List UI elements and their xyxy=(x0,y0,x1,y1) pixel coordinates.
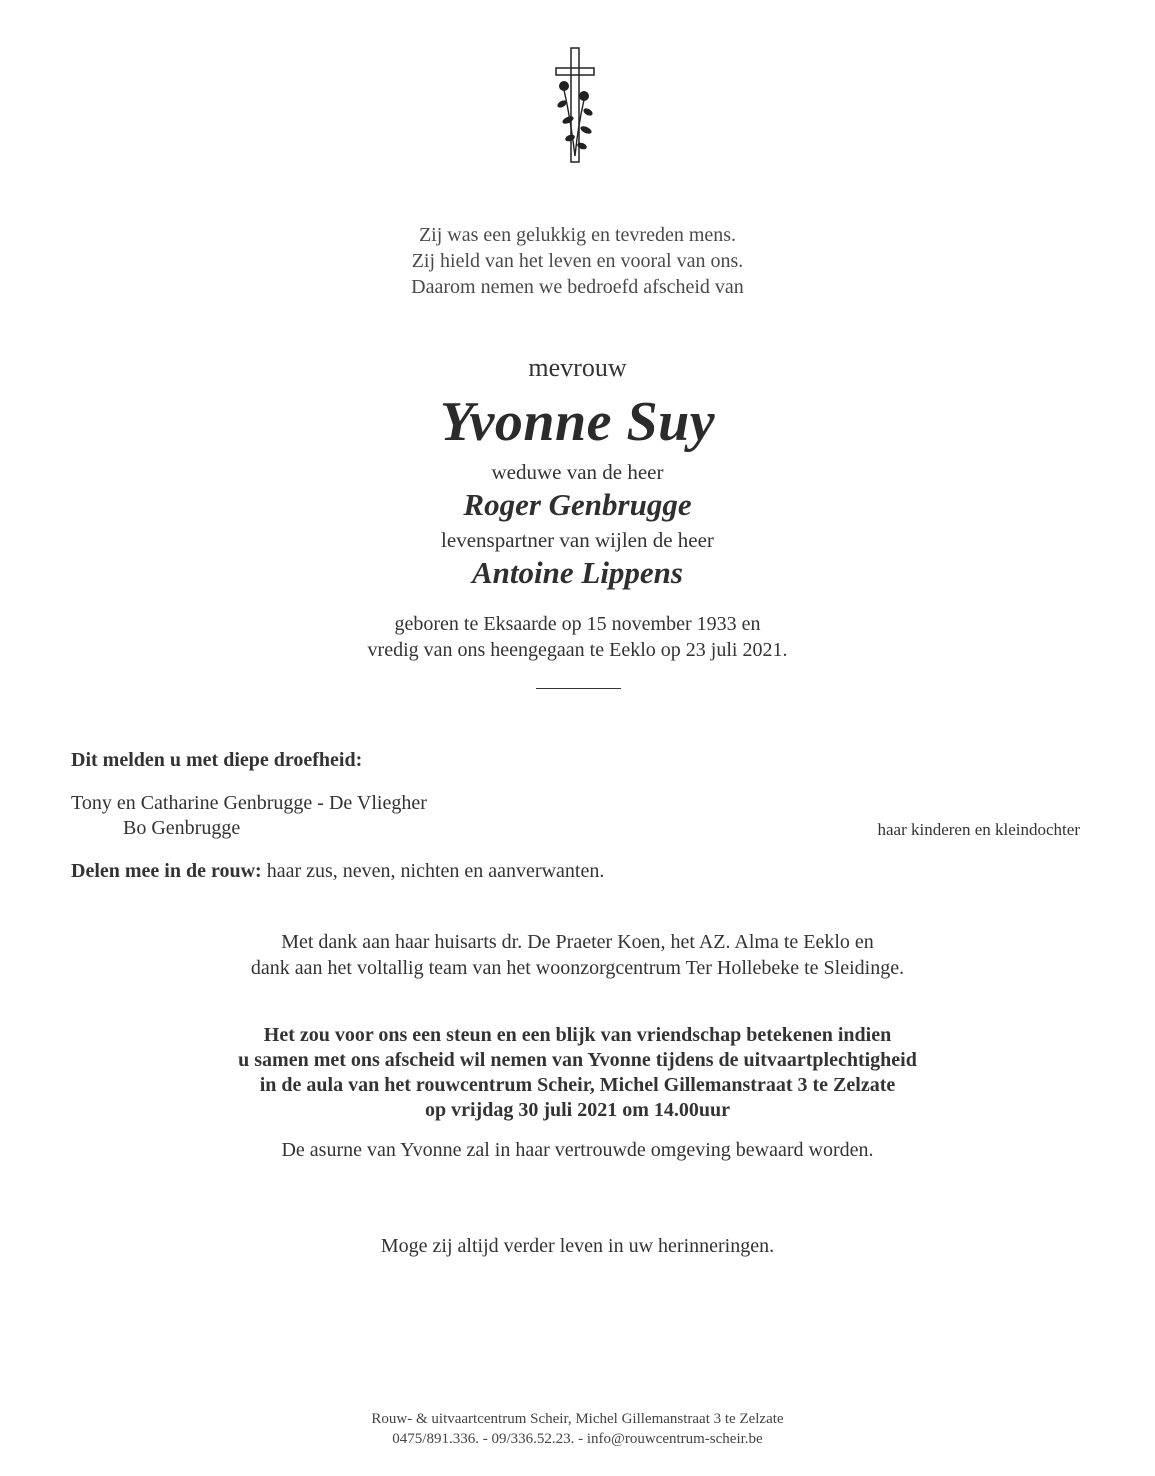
poem xyxy=(0,222,1155,300)
thanks-line: dank aan het voltallig team van het woonzorgcentrum Ter Hollebeke te Sleidinge. xyxy=(250,957,905,979)
spouse-name: Roger Genbrugge xyxy=(463,487,692,522)
partner-name: Antoine Lippens xyxy=(471,555,683,590)
footer xyxy=(0,1409,1155,1449)
deceased-name: Yvonne Suy xyxy=(439,391,716,453)
closing-text: Moge zij altijd verder leven in uw herinneringen. xyxy=(380,1235,775,1257)
share-text: haar zus, neven, nichten en aanverwanten. xyxy=(261,860,605,882)
family-role: haar kinderen en kleindochter xyxy=(877,820,1080,839)
family-line: Tony en Catharine Genbrugge - De Vliegher xyxy=(71,792,427,814)
cross-with-roses-icon xyxy=(548,46,606,166)
poem-line: Zij hield van het leven en vooral van ons. xyxy=(411,250,744,272)
funeral-invitation xyxy=(0,1023,1155,1123)
thanks-line: Met dank aan haar huisarts dr. De Praeter Koen, het AZ. Alma te Eeklo en xyxy=(281,931,874,953)
invite-line: in de aula van het rouwcentrum Scheir, Michel Gillemanstraat 3 te Zelzate xyxy=(259,1074,896,1096)
invite-line: Het zou voor ons een steun en een blijk van vriendschap betekenen indien xyxy=(263,1024,892,1046)
poem-line: Zij was een gelukkig en tevreden mens. xyxy=(418,224,737,246)
family-line: Bo Genbrugge xyxy=(123,817,241,839)
dates-line: geboren te Eksaarde op 15 november 1933 en xyxy=(394,613,761,635)
birth-death-dates xyxy=(0,611,1155,663)
divider-rule xyxy=(536,688,621,689)
relation-widow: weduwe van de heer xyxy=(491,460,664,484)
poem-line: Daarom nemen we bedroefd afscheid van xyxy=(411,276,744,298)
announce-heading: Dit melden u met diepe droefheid: xyxy=(71,749,363,771)
share-mourning xyxy=(71,860,604,883)
dates-line: vredig van ons heengegaan te Eeklo op 23 juli 2021. xyxy=(367,639,788,661)
invite-line: op vrijdag 30 juli 2021 om 14.00uur xyxy=(424,1099,731,1121)
urn-text: De asurne van Yvonne zal in haar vertrouwde omgeving bewaard worden. xyxy=(281,1139,874,1161)
footer-address: Rouw- & uitvaartcentrum Scheir, Michel Gillemanstraat 3 te Zelzate xyxy=(371,1411,784,1427)
invite-line: u samen met ons afscheid wil nemen van Yvonne tijdens de uitvaartplechtigheid xyxy=(238,1049,917,1071)
relation-partner: levenspartner van wijlen de heer xyxy=(441,528,714,552)
footer-contact: 0475/891.336. - 09/336.52.23. - info@rouwcentrum-scheir.be xyxy=(392,1431,763,1447)
deceased-title: mevrouw xyxy=(528,353,627,382)
thanks-text xyxy=(0,929,1155,981)
share-label: Delen mee in de rouw: xyxy=(71,860,262,882)
